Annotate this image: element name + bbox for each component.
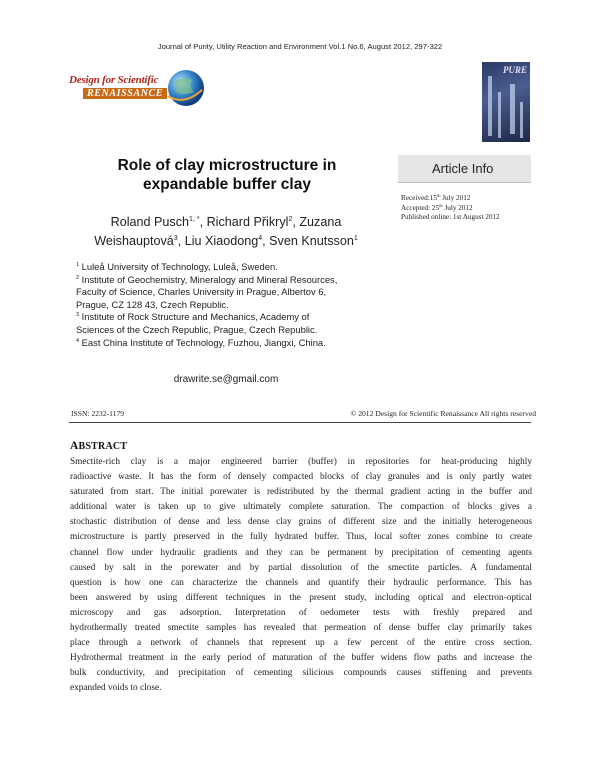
- accepted-rest: July 2012: [442, 203, 473, 212]
- logo-text-line1: Design for Scientific: [69, 74, 159, 86]
- author-sup: 1: [353, 235, 358, 242]
- issn: ISSN: 2232-1179: [71, 409, 125, 418]
- abstract-line: stochastic distribution of dense and less dense clay grains of different size and the initially heterogeneous: [70, 517, 532, 528]
- affiliation-line: Sciences of the Czech Republic, Prague, Czech Republic.: [76, 323, 318, 335]
- author-sup: 1, *: [189, 216, 200, 223]
- author-name: Liu Xiaodong: [184, 234, 259, 248]
- abstract-line: microstructure is partly preserved in the fully hydrated buffer. Thus, local softer zones combine to create: [70, 532, 532, 543]
- accepted-date: [401, 204, 541, 214]
- journal-cover-image: [482, 62, 530, 142]
- author-name: Richard Přikryl: [206, 215, 289, 229]
- journal-citation: Journal of Purity, Utility Reaction and Environment Vol.1 No.6, August 2012, 297-322: [157, 42, 443, 51]
- publisher-logo: [69, 66, 204, 110]
- received-label: Received:15: [401, 194, 437, 202]
- abstract-heading: [70, 440, 127, 452]
- author-separator: ,: [177, 234, 185, 248]
- title-line-1: Role of clay microstructure in: [117, 157, 337, 174]
- copyright-notice: © 2012 Design for Scientific Renaissance All rights reserved: [350, 409, 536, 418]
- affiliation-text: East China Institute of Technology, Fuzhou, Jiangxi, China.: [79, 336, 326, 348]
- author-sup: 4: [258, 235, 263, 242]
- abstract-line: Smectite-rich clay is a major engineered barrier (buffer) in repositories for heat-producing highly: [70, 457, 532, 467]
- author-name: Weishauptová: [94, 234, 174, 248]
- affiliation-line: [76, 337, 386, 350]
- title-line-2: expandable buffer clay: [143, 176, 311, 193]
- divider: [69, 422, 531, 423]
- abstract-body: [70, 455, 532, 697]
- author-sup: 3: [173, 235, 178, 242]
- affiliation-line: Prague, CZ 128 43, Czech Republic.: [76, 298, 229, 310]
- accepted-label: Accepted: 25: [401, 203, 440, 212]
- cover-label: PURE: [502, 65, 527, 75]
- author-name: Zuzana: [299, 215, 342, 229]
- received-date: [401, 194, 541, 204]
- abstract-heading-initial: A: [70, 440, 79, 452]
- affiliations: [76, 261, 386, 349]
- received-rest: July 2012: [440, 194, 471, 202]
- abstract-line: saturated from start. The initial porewater is redistributed by the thermal gradient acting in the buffer and: [70, 487, 532, 498]
- author-sup: 2: [288, 216, 293, 223]
- abstract-line: place through a network of channels that represent up a few percent of the entire cross section.: [70, 638, 532, 649]
- affiliation-text: Institute of Rock Structure and Mechanics, Academy of: [79, 311, 310, 323]
- affiliation-text: Institute of Geochemistry, Mineralogy and Mineral Resources,: [79, 273, 338, 285]
- author-name: Sven Knutsson: [269, 234, 354, 248]
- affiliation-line: [76, 261, 386, 274]
- affiliation-line: [76, 274, 386, 287]
- abstract-line: Hydrothermal treatment in the early period of maturation of the buffer widens flow paths and increase the: [70, 653, 532, 664]
- abstract-line: hydrothermally treated smectite samples has revealed that permeation of dense buffer clay primarily takes: [70, 623, 532, 634]
- abstract-line: radioactive waste. It has the form of densely compacted blocks of clay granules and is only partly water: [70, 472, 532, 483]
- abstract-line: bulk conductivity, and precipitation of cementing silicious compounds causes stiffening and prevents: [70, 668, 532, 679]
- ordinal-sup: th: [439, 202, 443, 208]
- logo-text-line2: RENAISSANCE: [83, 88, 167, 99]
- published-date: Published online: 1st August 2012: [401, 213, 500, 222]
- globe-icon: [164, 66, 206, 108]
- abstract-line: question is how one can characterize the channels and quantify their hydraulic performance. This has: [70, 577, 532, 588]
- abstract-line: channel flow under hydraulic gradients and they can be permanent by precipitation of cementing agents: [70, 547, 532, 558]
- author-separator: ,: [199, 215, 207, 229]
- author-separator: ,: [262, 234, 270, 248]
- paper-title: [92, 156, 362, 194]
- ordinal-sup: th: [436, 193, 441, 198]
- author-name: Roland Pusch: [110, 215, 190, 229]
- article-info-heading: Article Info: [398, 155, 531, 183]
- abstract-line: microscopy and gas adsorption. Interpretation of oedometer tests with freshly prepared and: [70, 607, 532, 618]
- affiliation-line: [76, 311, 386, 324]
- affiliation-sup: 2: [76, 274, 80, 281]
- author-separator: ,: [292, 215, 300, 229]
- abstract-line: been answered by using different techniques in the present study, including optical and electron-optical: [70, 592, 532, 603]
- abstract-line: caused by salt in the porewater and by partial dissolution of the smectite particles. A fundamental: [70, 562, 532, 573]
- affiliation-line: Faculty of Science, Charles University in Prague, Albertov 6,: [76, 286, 327, 298]
- affiliation-sup: 4: [76, 337, 80, 344]
- abstract-heading-rest: BSTRACT: [78, 441, 128, 452]
- author-list: [76, 213, 376, 251]
- abstract-line: expanded voids to close.: [70, 683, 162, 694]
- abstract-line: additional water is taken up to give ultimately complete saturation. The compaction of blocks gives a: [70, 502, 532, 513]
- affiliation-sup: 1: [76, 262, 80, 268]
- affiliation-text: Luleå University of Technology, Luleå, Sweden.: [79, 261, 278, 272]
- contact-email[interactable]: drawrite.se@gmail.com: [173, 374, 279, 385]
- article-dates: [401, 194, 541, 223]
- affiliation-sup: 3: [76, 312, 80, 319]
